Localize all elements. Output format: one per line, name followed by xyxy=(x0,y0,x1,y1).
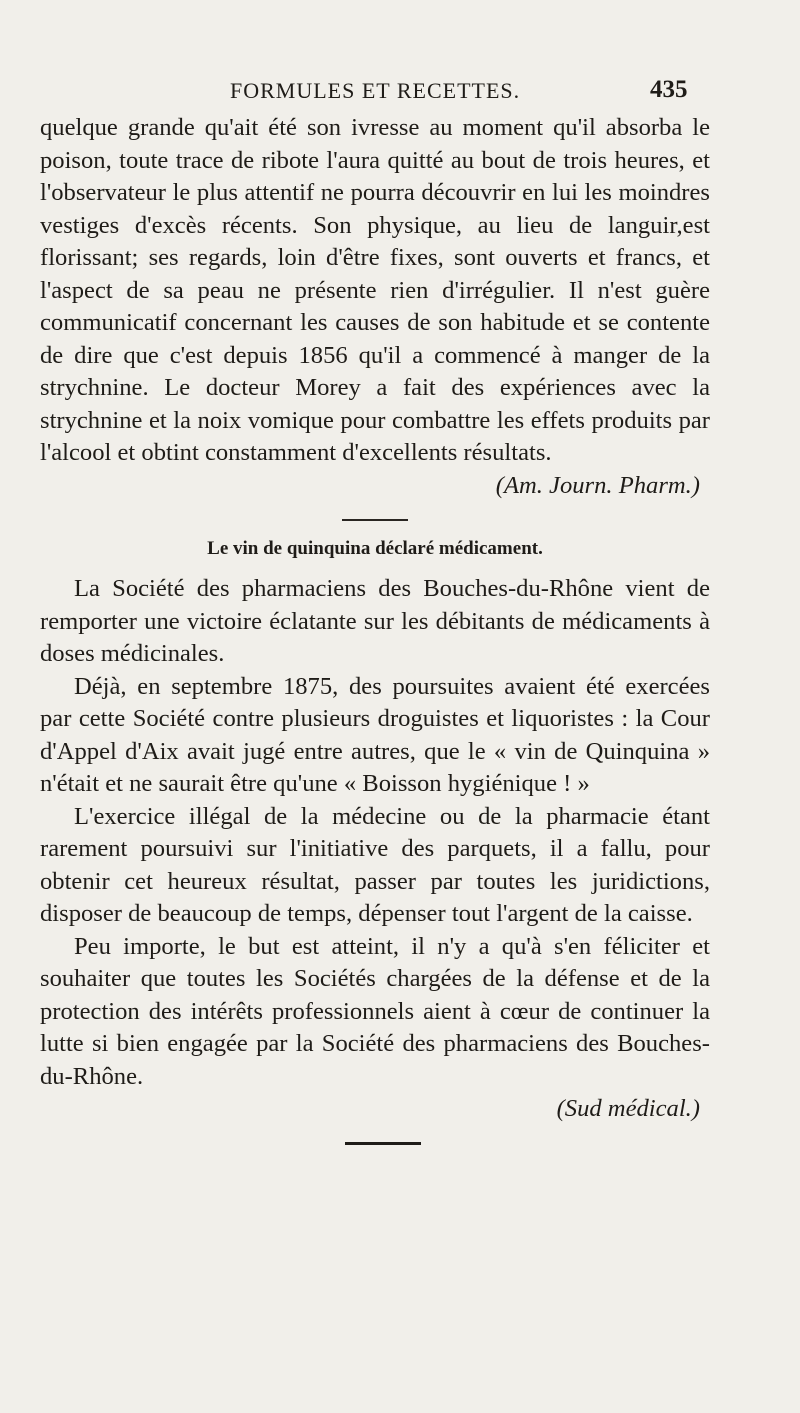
article2-paragraph-2: Déjà, en septembre 1875, des poursuites avaient été exercées par cette Société contre plusieurs droguistes et liquoristes : la Cour d'Appel d'Aix avait jugé entre autres, que le « vin de Quinquina » n'était et ne saurait être qu'une « Boisson hygiénique ! » xyxy=(40,672,710,797)
running-head: FORMULES ET RECETTES. xyxy=(230,78,521,103)
article2-source: (Sud médical.) xyxy=(556,1095,700,1122)
page-number: 435 xyxy=(650,76,688,103)
article2-paragraph-1: La Société des pharmaciens des Bouches-du-Rhône vient de remporter une victoire éclatante sur les débitants de médicaments à doses médicinales. xyxy=(40,575,710,667)
article2-paragraph-3: L'exercice illégal de la médecine ou de la pharmacie étant rarement poursuivi sur l'initiative des parquets, il a fallu, pour obtenir cet heureux résultat, passer par toutes les juridictions, disposer de beaucoup de temps, dépenser tout l'argent de la caisse. xyxy=(40,802,710,927)
article2-title: Le vin de quinquina déclaré médicament. xyxy=(207,538,543,559)
article2-paragraph-4: Peu importe, le but est atteint, il n'y a qu'à s'en féliciter et souhaiter que toutes les Sociétés chargées de la défense et de la protection des intérêts professionnels aient à cœur de continuer la lutte si bien engagée par la Société des pharmaciens des Bouches-du-Rhône. xyxy=(40,932,710,1090)
article1-body: quelque grande qu'ait été son ivresse au moment qu'il absorba le poison, toute trace de ribote l'aura quitté au bout de trois heures, et l'observateur le plus attentif ne pourra découvrir en lui les moindres vestiges d'excès récents. Son physique, au lieu de languir,est florissant; ses regards, loin d'être fixes, sont ouverts et francs, et l'aspect de sa peau ne présente rien d'irrégulier. Il n'est guère communicatif concernant les causes de son habitude et se contente de dire que c'est depuis 1856 qu'il a commencé à manger de la strychnine. Le docteur Morey a fait des expériences avec la strychnine et la noix vomique pour combattre les effets produits par l'alcool et obtint constamment d'excellents résultats. xyxy=(40,114,710,466)
article1-source: (Am. Journ. Pharm.) xyxy=(495,471,700,499)
end-divider xyxy=(345,1142,421,1145)
page-header xyxy=(0,70,800,110)
page-text xyxy=(40,112,710,1145)
section-divider xyxy=(342,519,408,521)
